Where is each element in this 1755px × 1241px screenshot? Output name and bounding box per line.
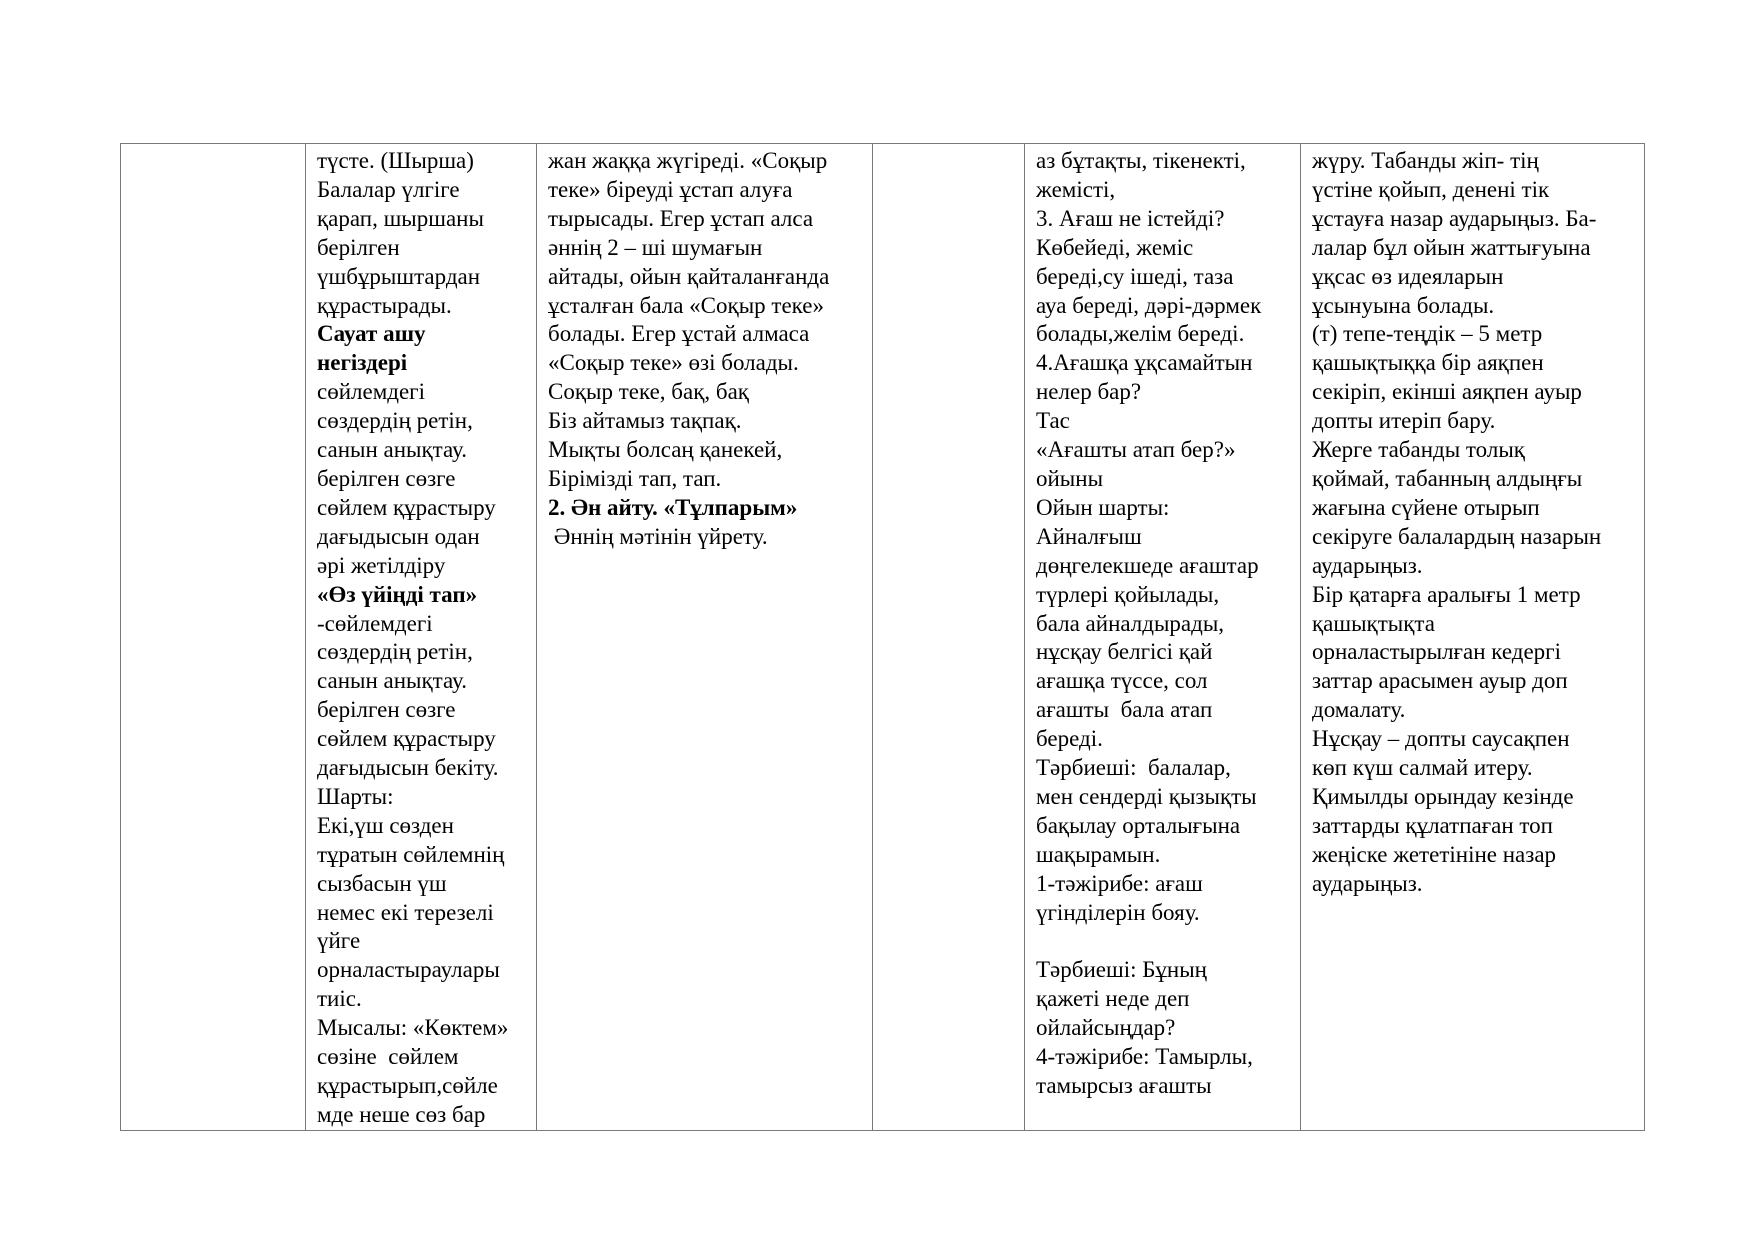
cell-text-line: жан жаққа жүгіреді. «Соқыр [548, 148, 828, 173]
cell-text-line: Көбейеді, жеміс [1036, 234, 1194, 260]
cell-text-line: дағыдысын бекіту. [317, 755, 499, 781]
cell-text-line: орналастыраулары [317, 957, 500, 983]
cell-text-line: сызбасын үш [317, 870, 447, 896]
cell-text-line: «Ағашты атап бер?» [1036, 437, 1236, 463]
cell-text-line: «Соқыр теке» өзі болады. [548, 350, 799, 376]
cell-text-line: әрі жетілдіру [317, 552, 446, 578]
cell-text-line: үшбұрыштардан [317, 263, 481, 289]
cell-text-line: құрастырады. [317, 292, 452, 318]
cell-text-line: Нұсқау – допты саусақпен [1312, 726, 1570, 752]
cell-text-line: лалар бұл ойын жаттығуына [1312, 234, 1591, 260]
cell-text-line: сөйлем құрастыру [317, 726, 496, 752]
cell-text-line: домалату. [1312, 697, 1406, 723]
cell-text-line: жеңіске жететініне назар [1312, 841, 1557, 867]
cell-text-line: немес екі терезелі [317, 899, 494, 925]
cell-text-line: береді. [1036, 726, 1103, 752]
cell-text-line: дағыдысын одан [317, 523, 480, 549]
cell-text-line: қашықтықта [1312, 610, 1435, 636]
table-cell-col-1 [121, 144, 306, 1131]
cell-text-line: құрастырып,сөйле [317, 1073, 498, 1098]
cell-text-line: 1-тәжірибе: ағаш [1036, 870, 1203, 896]
cell-text-line: «Өз үйіңді тап» [317, 581, 478, 607]
table-cell-col-2 [306, 144, 537, 1131]
cell-text-line: ағашты бала атап [1036, 697, 1213, 723]
cell-text-line: қоймай, табанның алдыңғы [1312, 465, 1583, 491]
cell-text-line: сөздердің ретін, [317, 639, 473, 665]
cell-text-line: Мысалы: «Көктем» [317, 1015, 509, 1041]
cell-text-line: түсте. (Шырша) [317, 148, 474, 173]
cell-text-line: аударыңыз. [1312, 870, 1423, 896]
cell-text-line: Бірімізді тап, тап. [548, 465, 722, 491]
cell-text-line: үгінділерін бояу. [1036, 899, 1200, 925]
cell-text-line: аз бұтақты, тікенекті, [1036, 148, 1246, 173]
cell-text-line: айтады, ойын қайталанғанда [548, 263, 830, 289]
cell-text-line: жағына сүйене отырып [1312, 494, 1540, 520]
cell-text-line: тырысады. Егер ұстап алса [548, 205, 814, 231]
cell-text-line: ойлайсыңдар? [1036, 1015, 1176, 1041]
cell-text-line: Әннің мәтінін үйрету. [548, 523, 768, 549]
cell-text-line: дөңгелекшеде ағаштар [1036, 552, 1259, 578]
cell-text-line: орналастырылған кедергі [1312, 639, 1561, 665]
cell-text-line: бақылау орталығына [1036, 812, 1241, 838]
table-cell-col-4 [873, 144, 1025, 1131]
cell-text-line: жүру. Табанды жіп- тің [1312, 148, 1539, 173]
cell-text-line: көп күш салмай итеру. [1312, 755, 1533, 781]
cell-text-line: береді,су ішеді, таза [1036, 263, 1234, 289]
cell-text-line: аударыңыз. [1312, 552, 1423, 578]
cell-text-line: Ойын шарты: [1036, 494, 1170, 520]
cell-text-line: Бір қатарға аралығы 1 метр [1312, 581, 1581, 607]
cell-text-line: жемісті, [1036, 176, 1116, 202]
cell-text-line: теке» біреуді ұстап алуға [548, 176, 793, 202]
cell-text-line: Шарты: [317, 783, 394, 809]
table-cell-col-5 [1025, 144, 1301, 1131]
cell-text-line: Қимылды орындау кезінде [1312, 783, 1574, 809]
cell-text-line: нелер бар? [1036, 379, 1142, 405]
cell-text-line: 4-тәжірибе: Тамырлы, [1036, 1044, 1253, 1070]
cell-text-line: қашықтыққа бір аяқпен [1312, 350, 1544, 376]
cell-text-line: түрлері қойылады, [1036, 581, 1220, 607]
cell-text-line: шақырамын. [1036, 841, 1161, 867]
cell-text-line: сөйлем құрастыру [317, 494, 496, 520]
cell-text-line: Тас [1036, 408, 1070, 434]
table-cell-col-6 [1301, 144, 1645, 1131]
cell-text-line: ұсынуына болады. [1312, 292, 1495, 318]
cell-text-line: болады,желім береді. [1036, 321, 1245, 347]
cell-text-line: нұсқау белгісі қай [1036, 639, 1213, 665]
cell-text-line: 2. Ән айту. «Тұлпарым» [548, 494, 798, 520]
table-cell-col-3 [537, 144, 873, 1131]
cell-text-line: санын анықтау. [317, 437, 467, 463]
cell-text-line: бала айналдырады, [1036, 610, 1225, 636]
cell-text-line: Тәрбиеші: балалар, [1036, 755, 1231, 781]
cell-text-line: әннің 2 – ші шумағын [548, 234, 763, 260]
cell-text-line: үстіне қойып, денені тік [1312, 176, 1550, 202]
cell-text-line: сөздердің ретін, [317, 408, 473, 434]
cell-text-line: Сауат ашу [317, 321, 426, 347]
cell-text-line: тамырсыз ағашты [1036, 1073, 1212, 1098]
lesson-plan-table [120, 143, 1645, 1131]
cell-text-line: ұсталған бала «Соқыр теке» [548, 292, 824, 318]
cell-text-line: ұқсас өз идеяларын [1312, 263, 1504, 289]
cell-text-line: 3. Ағаш не істейді? [1036, 205, 1225, 231]
cell-text-line: Соқыр теке, бақ, бақ [548, 379, 749, 405]
cell-text-line: берілген [317, 234, 400, 260]
cell-text-line: ауа береді, дәрі-дәрмек [1036, 292, 1262, 318]
cell-text-line [1036, 927, 1289, 956]
cell-text-line: секіріп, екінші аяқпен ауыр [1312, 379, 1582, 405]
cell-text-line: қарап, шыршаны [317, 205, 484, 231]
cell-text-line: ұстауға назар аударыңыз. Ба- [1312, 205, 1597, 231]
cell-text-line: тиіс. [317, 986, 362, 1012]
cell-text-line: Тәрбиеші: Бұның [1036, 957, 1207, 983]
cell-text-line: секіруге балалардың назарын [1312, 523, 1602, 549]
table-row [121, 144, 1645, 1131]
cell-text-line: Жерге табанды толық [1312, 437, 1525, 463]
cell-text-line: мде неше сөз бар [317, 1101, 486, 1127]
cell-text-line: Екі,үш сөзден [317, 812, 454, 838]
cell-text-line: -сөйлемдегі [317, 610, 433, 636]
cell-text-line: допты итеріп бару. [1312, 408, 1496, 434]
cell-text-line: тұратын сөйлемнің [317, 841, 505, 867]
cell-text-line: сөзіне сөйлем [317, 1044, 459, 1070]
cell-text-line: негіздері [317, 350, 408, 376]
cell-text-line: ағашқа түссе, сол [1036, 668, 1208, 694]
cell-text-line: Мықты болсаң қанекей, [548, 437, 783, 463]
cell-text-line: заттарды құлатпаған топ [1312, 812, 1553, 838]
cell-text-line: (т) тепе-теңдік – 5 метр [1312, 321, 1543, 347]
cell-text-line: Айналғыш [1036, 523, 1142, 549]
cell-text-line: мен сендерді қызықты [1036, 783, 1257, 809]
cell-text-line: заттар арасымен ауыр доп [1312, 668, 1568, 694]
cell-text-line: берілген сөзге [317, 465, 456, 491]
cell-text-line: Біз айтамыз тақпақ. [548, 408, 742, 434]
cell-text-line: берілген сөзге [317, 697, 456, 723]
cell-text-line: 4.Ағашқа ұқсамайтын [1036, 350, 1253, 376]
cell-text-line: ойыны [1036, 465, 1104, 491]
cell-text-line: Балалар үлгіге [317, 176, 460, 202]
cell-text-line: қажеті неде деп [1036, 986, 1190, 1012]
cell-text-line: сөйлемдегі [317, 379, 425, 405]
cell-text-line: санын анықтау. [317, 668, 467, 694]
cell-text-line: үйге [317, 928, 361, 954]
cell-text-line: болады. Егер ұстай алмаса [548, 321, 810, 347]
